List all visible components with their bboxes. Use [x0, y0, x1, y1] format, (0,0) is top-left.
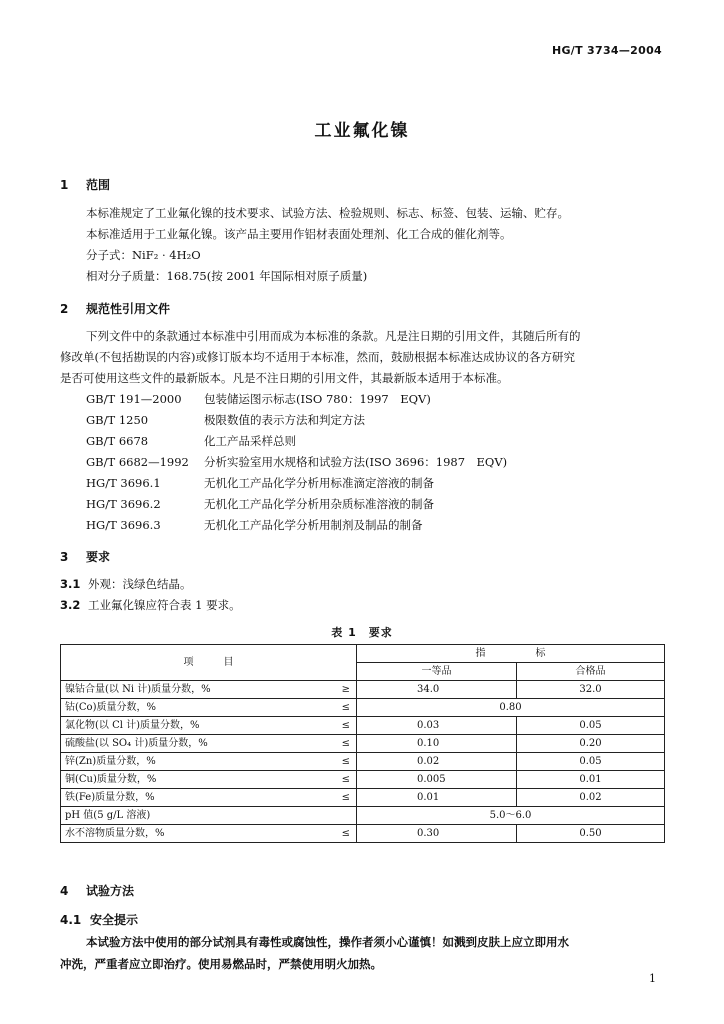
- section-number: 4: [60, 884, 69, 898]
- reference-item: [86, 517, 423, 533]
- reference-item: [86, 475, 434, 491]
- row-value-grade-1: 0.30: [357, 825, 517, 843]
- row-item: 铜(Cu)质量分数，%: [61, 771, 325, 789]
- row-symbol: ≤: [325, 771, 357, 789]
- reference-code: HG/T 3696.2: [86, 497, 161, 511]
- reference-item: [86, 433, 296, 449]
- section-title: 试验方法: [86, 884, 135, 898]
- row-value-grade-1: 0.02: [357, 753, 517, 771]
- row-symbol: ≤: [325, 717, 357, 735]
- reference-item: [86, 496, 434, 512]
- header-grade-1: 一等品: [357, 663, 517, 681]
- table-row: [61, 699, 665, 717]
- section-number: 2: [60, 302, 69, 316]
- reference-title: 包装储运图示标志(ISO 780：1997 EQV): [204, 392, 431, 406]
- table-row: [61, 771, 665, 789]
- header-index: 指 标: [357, 645, 665, 663]
- subsection-number: 4.1: [60, 913, 82, 927]
- row-value-grade-2: 0.50: [517, 825, 665, 843]
- reference-code: GB/T 191—2000: [86, 392, 182, 406]
- table-row: [61, 789, 665, 807]
- row-item: 锌(Zn)质量分数，%: [61, 753, 325, 771]
- formula-line: 分子式：NiF₂ · 4H₂O: [86, 248, 201, 262]
- section-number: 1: [60, 178, 69, 192]
- reference-item: [86, 391, 431, 407]
- row-value-grade-2: 0.20: [517, 735, 665, 753]
- row-symbol: ≤: [325, 753, 357, 771]
- table-row: [61, 825, 665, 843]
- row-item: pH 值(5 g/L 溶液): [61, 807, 325, 825]
- row-value-grade-1: 34.0: [357, 681, 517, 699]
- clause-3-1: [60, 576, 192, 592]
- reference-title: 化工产品采样总则: [204, 434, 296, 448]
- reference-code: HG/T 3696.3: [86, 518, 161, 532]
- row-value-merged: 5.0～6.0: [357, 807, 665, 825]
- section-3-heading: [60, 548, 110, 565]
- paragraph-line: 本标准适用于工业氟化镍。该产品主要用作铝材表面处理剂、化工合成的催化剂等。: [86, 227, 512, 241]
- paragraph-line: 是否可使用这些文件的最新版本。凡是不注日期的引用文件，其最新版本适用于本标准。: [60, 371, 509, 385]
- row-item: 氯化物(以 Cl 计)质量分数，%: [61, 717, 325, 735]
- molecular-mass-line: 相对分子质量：168.75(按 2001 年国际相对原子质量): [86, 269, 368, 283]
- subsection-4-1-heading: [60, 911, 138, 928]
- row-symbol: ≤: [325, 825, 357, 843]
- row-value-grade-1: 0.005: [357, 771, 517, 789]
- paragraph-line: 下列文件中的条款通过本标准中引用而成为本标准的条款。凡是注日期的引用文件，其随后所有的: [86, 329, 581, 343]
- reference-code: GB/T 6682—1992: [86, 455, 189, 469]
- section-1-heading: [60, 176, 110, 193]
- section-2-heading: [60, 300, 170, 317]
- table-caption: 表 1 要求: [331, 626, 393, 639]
- row-value-grade-2: 0.02: [517, 789, 665, 807]
- safety-warning-line: 本试验方法中使用的部分试剂具有毒性或腐蚀性，操作者须小心谨慎！如溅到皮肤上应立即用水: [86, 935, 569, 949]
- header-item: 项 目: [61, 645, 357, 681]
- header-grade-2: 合格品: [517, 663, 665, 681]
- table-row: [61, 753, 665, 771]
- section-title: 要求: [86, 550, 111, 564]
- row-item: 硫酸盐(以 SO₄ 计)质量分数，%: [61, 735, 325, 753]
- row-value-merged: 0.80: [357, 699, 665, 717]
- reference-title: 无机化工产品化学分析用标准滴定溶液的制备: [204, 476, 434, 490]
- row-value-grade-1: 0.01: [357, 789, 517, 807]
- paragraph-line: 本标准规定了工业氟化镍的技术要求、试验方法、检验规则、标志、标签、包装、运输、贮存。: [86, 206, 569, 220]
- table-row: [61, 735, 665, 753]
- row-item: 钴(Co)质量分数，%: [61, 699, 325, 717]
- row-symbol: ≤: [325, 699, 357, 717]
- row-value-grade-1: 0.03: [357, 717, 517, 735]
- clause-number: 3.2: [60, 598, 81, 612]
- reference-title: 无机化工产品化学分析用杂质标准溶液的制备: [204, 497, 434, 511]
- clause-3-2: [60, 597, 241, 613]
- clause-text: 外观：浅绿色结晶。: [88, 577, 192, 591]
- table-row: [61, 681, 665, 699]
- reference-item: [86, 454, 507, 470]
- safety-warning-line: 冲洗，严重者应立即治疗。使用易燃品时，严禁使用明火加热。: [60, 957, 382, 971]
- page-number: 1: [649, 972, 656, 985]
- row-value-grade-2: 32.0: [517, 681, 665, 699]
- section-4-heading: [60, 882, 134, 899]
- row-item: 镍钴合量(以 Ni 计)质量分数，%: [61, 681, 325, 699]
- reference-title: 分析实验室用水规格和试验方法(ISO 3696：1987 EQV): [204, 455, 508, 469]
- reference-code: GB/T 6678: [86, 434, 149, 448]
- row-value-grade-2: 0.01: [517, 771, 665, 789]
- paragraph-line: 修改单(不包括勘误的内容)或修订版本均不适用于本标准，然而，鼓励根据本标准达成协议的各方研究: [60, 350, 575, 364]
- reference-code: GB/T 1250: [86, 413, 149, 427]
- row-value-grade-1: 0.10: [357, 735, 517, 753]
- row-item: 铁(Fe)质量分数，%: [61, 789, 325, 807]
- reference-code: HG/T 3696.1: [86, 476, 161, 490]
- reference-title: 极限数值的表示方法和判定方法: [204, 413, 365, 427]
- reference-title: 无机化工产品化学分析用制剂及制品的制备: [204, 518, 423, 532]
- section-title: 范围: [86, 178, 111, 192]
- row-value-grade-2: 0.05: [517, 717, 665, 735]
- standard-code: HG/T 3734—2004: [551, 44, 662, 57]
- row-symbol: ≥: [325, 681, 357, 699]
- clause-number: 3.1: [60, 577, 81, 591]
- subsection-title: 安全提示: [90, 913, 139, 927]
- table-row: [61, 807, 665, 825]
- row-symbol: ≤: [325, 735, 357, 753]
- row-symbol: [325, 807, 357, 825]
- clause-text: 工业氟化镍应符合表 1 要求。: [88, 598, 241, 612]
- reference-item: [86, 412, 365, 428]
- row-value-grade-2: 0.05: [517, 753, 665, 771]
- row-symbol: ≤: [325, 789, 357, 807]
- row-item: 水不溶物质量分数，%: [61, 825, 325, 843]
- section-title: 规范性引用文件: [86, 302, 171, 316]
- section-number: 3: [60, 550, 69, 564]
- page-title: 工业氟化镍: [314, 121, 410, 141]
- requirements-table: [60, 644, 665, 843]
- table-row: [61, 717, 665, 735]
